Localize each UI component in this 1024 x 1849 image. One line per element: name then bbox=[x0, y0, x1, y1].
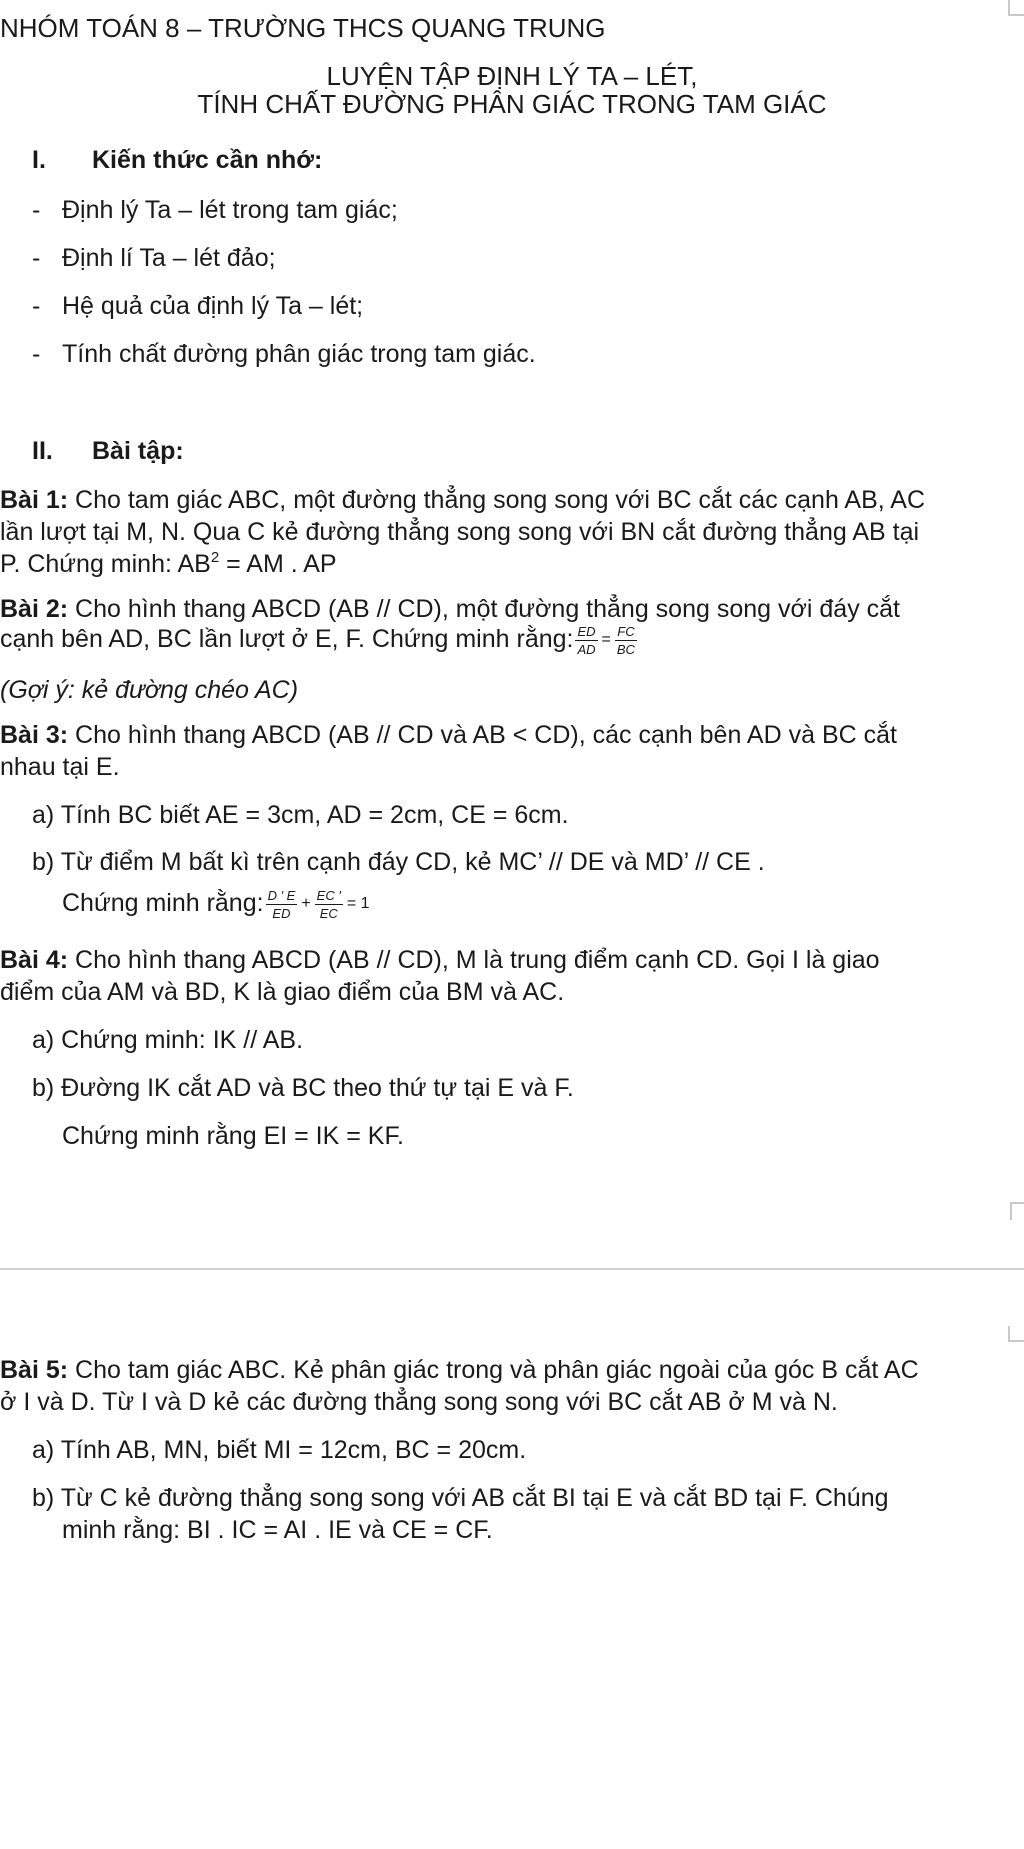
bai3-equals-one: = 1 bbox=[346, 895, 370, 913]
page-corner-mark-top bbox=[1008, 0, 1024, 16]
bai2-label: Bài 2: bbox=[0, 595, 69, 623]
bai2-fraction-ed-ad: $\frac{ED}{AD}$ bbox=[577, 623, 596, 657]
page-corner-mark bbox=[1010, 1202, 1024, 1220]
bai3-label: Bài 3: bbox=[0, 721, 69, 749]
bai3-proof-text: Chứng minh rằng: bbox=[62, 889, 264, 917]
knowledge-item: - bbox=[32, 244, 41, 272]
section1-numeral: I. bbox=[32, 146, 46, 174]
page-corner-mark bbox=[1008, 1326, 1024, 1342]
knowledge-item-text: Định lý Ta – lét trong tam giác; bbox=[62, 196, 398, 224]
page-divider bbox=[0, 1268, 1024, 1270]
bai3-line2: nhau tại E. bbox=[0, 753, 120, 781]
doc-title-line1: LUYỆN TẬP ĐỊNH LÝ TA – LÉT, bbox=[326, 61, 698, 91]
doc-title-line2: TÍNH CHẤT ĐƯỜNG PHÂN GIÁC TRONG TAM GIÁC bbox=[197, 89, 827, 119]
bai1-exponent: 2 bbox=[210, 549, 220, 566]
knowledge-item-text: Hệ quả của định lý Ta – lét; bbox=[62, 292, 364, 320]
bai1-line3 bbox=[0, 549, 337, 580]
section2-numeral: II. bbox=[32, 437, 53, 465]
bai4-part-b-proof: Chứng minh rằng EI = IK = KF. bbox=[62, 1122, 404, 1150]
knowledge-item-text: Tính chất đường phân giác trong tam giác. bbox=[62, 340, 536, 368]
bai2-fraction-fc-bc: $\frac{FC}{BC}$ bbox=[616, 623, 635, 657]
bai4-part-b: b) Đường IK cắt AD và BC theo thứ tự tại E và F. bbox=[32, 1074, 574, 1102]
bai3-text1: Cho hình thang ABCD (AB // CD và AB < CD), các cạnh bên AD và BC cắt bbox=[68, 721, 897, 749]
bai5-line1 bbox=[0, 1355, 919, 1386]
bai3-plus: + bbox=[301, 895, 311, 913]
bai3-line1 bbox=[0, 720, 897, 751]
bai3-part-b-proof bbox=[62, 888, 372, 920]
bai2-line1 bbox=[0, 594, 900, 625]
bai3-part-b: b) Từ điểm M bất kì trên cạnh đáy CD, kẻ MC’ // DE và MD’ // CE . bbox=[32, 848, 765, 876]
bai1-line2: lần lượt tại M, N. Qua C kẻ đường thẳng song song với BN cắt đường thẳng AB tại bbox=[0, 518, 920, 546]
bai1-text3-end: = AM . AP bbox=[219, 550, 337, 578]
bai2-equals: = bbox=[601, 631, 611, 649]
section1-heading: Kiến thức cần nhớ: bbox=[92, 146, 323, 174]
bai5-label: Bài 5: bbox=[0, 1356, 69, 1384]
bai5-part-b: b) Từ C kẻ đường thẳng song song với AB cắt BI tại E và cắt BD tại F. Chúng bbox=[32, 1484, 889, 1512]
knowledge-item-text: Định lí Ta – lét đảo; bbox=[62, 244, 276, 272]
knowledge-item: - bbox=[32, 340, 41, 368]
bai1-line1 bbox=[0, 485, 925, 516]
knowledge-item: - bbox=[32, 292, 41, 320]
bai4-label: Bài 4: bbox=[0, 946, 69, 974]
school-header: NHÓM TOÁN 8 – TRƯỜNG THCS QUANG TRUNG bbox=[0, 13, 606, 43]
bai4-line1 bbox=[0, 945, 880, 976]
bai2-text1: Cho hình thang ABCD (AB // CD), một đường thẳng song song với đáy cắt bbox=[68, 595, 900, 623]
bai4-part-a: a) Chứng minh: IK // AB. bbox=[32, 1026, 304, 1054]
bai1-text1: Cho tam giác ABC, một đường thẳng song song với BC cắt các cạnh AB, AC bbox=[68, 486, 926, 514]
bai5-text1: Cho tam giác ABC. Kẻ phân giác trong và phân giác ngoài của góc B cắt AC bbox=[68, 1356, 919, 1384]
bai5-part-a: a) Tính AB, MN, biết MI = 12cm, BC = 20cm. bbox=[32, 1436, 527, 1464]
bai3-fraction-ec-ec: $\frac{EC '}{EC}$ bbox=[316, 887, 341, 921]
knowledge-item: - bbox=[32, 196, 41, 224]
bai1-label: Bài 1: bbox=[0, 486, 69, 514]
bai2-line2 bbox=[0, 624, 639, 656]
section2-heading: Bài tập: bbox=[92, 437, 184, 465]
bai1-text3: P. Chứng minh: AB bbox=[0, 550, 211, 578]
bai4-line2: điểm của AM và BD, K là giao điểm của BM và AC. bbox=[0, 978, 565, 1006]
bai3-part-a: a) Tính BC biết AE = 3cm, AD = 2cm, CE = 6cm. bbox=[32, 801, 569, 829]
bai4-text1: Cho hình thang ABCD (AB // CD), M là trung điểm cạnh CD. Gọi I là giao bbox=[68, 946, 880, 974]
bai2-text2: cạnh bên AD, BC lần lượt ở E, F. Chứng minh rằng: bbox=[0, 625, 574, 653]
bai5-part-b-proof: minh rằng: BI . IC = AI . IE và CE = CF. bbox=[62, 1516, 493, 1544]
bai2-hint: (Gợi ý: kẻ đường chéo AC) bbox=[0, 676, 299, 704]
bai3-fraction-de-ed: $\frac{D ' E}{ED}$ bbox=[267, 887, 296, 921]
bai5-line2: ở I và D. Từ I và D kẻ các đường thẳng song song với BC cắt AB ở M và N. bbox=[0, 1388, 838, 1416]
